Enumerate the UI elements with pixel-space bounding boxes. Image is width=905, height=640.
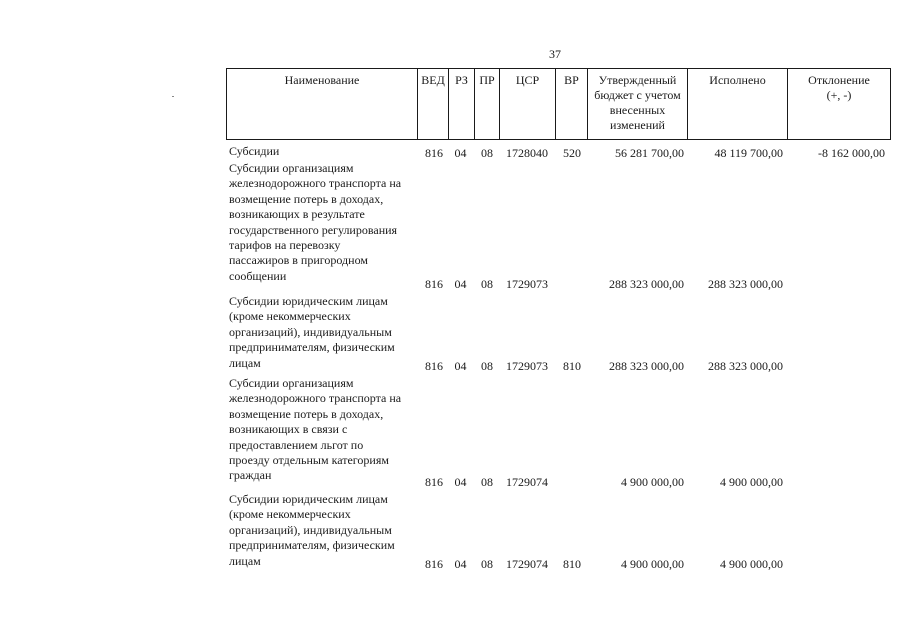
header-name: Наименование (226, 68, 417, 140)
row-pr: 08 (481, 557, 493, 571)
header-rz: РЗ (448, 68, 474, 140)
row-done: 288 323 000,00 (708, 359, 783, 373)
header-deviation: Отклонение (+, -) (787, 68, 891, 140)
header-vr: ВР (555, 68, 587, 140)
row-name: Субсидии юридическим лицам (кроме некоммерческих организаций), индивидуальным предпринимателям, физическим лицам (229, 492, 395, 568)
row-vr: 810 (563, 359, 581, 373)
header-csr: ЦСР (499, 68, 555, 140)
page-number: 37 (549, 47, 561, 61)
header-done: Исполнено (687, 68, 787, 140)
row-rz: 04 (454, 475, 467, 489)
row-csr: 1729073 (506, 359, 548, 373)
row-csr: 1729074 (506, 475, 548, 489)
row-csr: 1729074 (506, 557, 548, 571)
row-name: Субсидии организациям железнодорожного транспорта на возмещение потерь в доходах, возникающих в результате государственного регулирования тарифов на перевозку пассажиров в пригородном сообщении (229, 161, 402, 283)
row-done: 48 119 700,00 (714, 146, 783, 160)
row-rz: 04 (454, 146, 467, 160)
row-done: 4 900 000,00 (720, 475, 783, 489)
row-rz: 04 (454, 359, 467, 373)
row-budget: 4 900 000,00 (621, 557, 684, 571)
row-pr: 08 (481, 277, 493, 291)
row-vr: 520 (563, 146, 581, 160)
row-budget: 4 900 000,00 (621, 475, 684, 489)
row-vr: 810 (563, 557, 581, 571)
row-name: Субсидии (229, 144, 280, 158)
row-done: 288 323 000,00 (708, 277, 783, 291)
table-header (226, 68, 891, 140)
row-name: Субсидии организациям железнодорожного транспорта на возмещение потерь в доходах, возникающих в связи с предоставлением льгот по проезду отдельным категориям граждан (229, 376, 402, 483)
row-csr: 1729073 (506, 277, 548, 291)
row-pr: 08 (481, 475, 493, 489)
row-ved: 816 (425, 557, 443, 571)
row-ved: 816 (425, 475, 443, 489)
row-rz: 04 (454, 557, 467, 571)
row-csr: 1728040 (506, 146, 548, 160)
row-ved: 816 (425, 359, 443, 373)
row-name: Субсидии юридическим лицам (кроме некоммерческих организаций), индивидуальным предпринимателям, физическим лицам (229, 294, 395, 370)
row-done: 4 900 000,00 (720, 557, 783, 571)
row-rz: 04 (454, 277, 467, 291)
row-ved: 816 (425, 277, 443, 291)
row-pr: 08 (481, 146, 493, 160)
row-budget: 288 323 000,00 (609, 277, 684, 291)
row-budget: 288 323 000,00 (609, 359, 684, 373)
header-ved: ВЕД (417, 68, 448, 140)
row-budget: 56 281 700,00 (615, 146, 684, 160)
row-deviation: -8 162 000,00 (818, 146, 885, 160)
row-pr: 08 (481, 359, 493, 373)
header-pr: ПР (474, 68, 499, 140)
row-ved: 816 (425, 146, 443, 160)
header-budget: Утвержденный бюджет с учетом внесенных изменений (587, 68, 687, 140)
margin-mark (172, 96, 174, 97)
